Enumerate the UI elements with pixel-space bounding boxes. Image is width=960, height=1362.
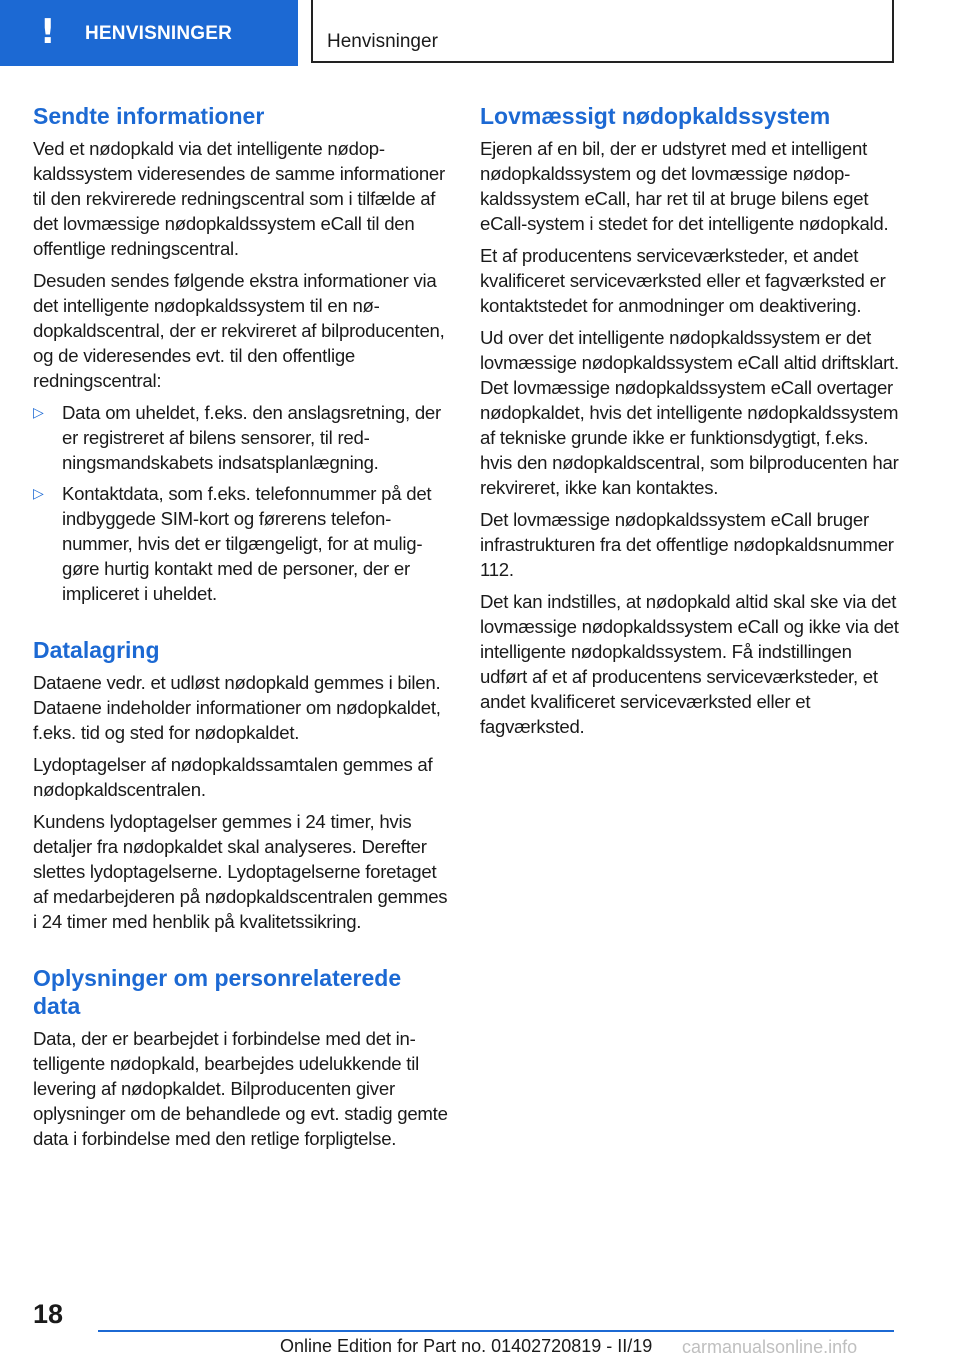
heading-lovmaessigt-noedopkaldssystem: Lovmæssigt nødopkaldssystem (480, 103, 831, 129)
paragraph: Kundens lydoptagelser gemmes i 24 timer, hvis detaljer fra nødopkaldet skal analyseres. Derefter slettes lydoptagelserne. Lydoptagelserne foretaget af medarbejderen på nødopkaldscentralen gemmes i 24 timer med henblik på kvalitetssikring. (33, 811, 448, 932)
bullet-list (33, 400, 453, 606)
paragraph: Et af producentens serviceværksteder, et andet kvalificeret serviceværksted eller et fagværksted er kontaktstedet for anmodninger om deaktivering. (480, 245, 886, 316)
chapter-label: HENVISNINGER (85, 23, 233, 44)
page-number: 18 (33, 1299, 64, 1329)
paragraph: Det lovmæssige nødopkaldssystem eCall bruger infrastrukturen fra det offentlige nødopkaldsnummer 112. (480, 509, 894, 580)
paragraph: Ud over det intelligente nødopkaldssystem er det lovmæssige nødopkaldssystem eCall altid driftsklart. Det lovmæssige nødopkaldssystem eCall overtager nødopkaldet, hvis det intelligente nødopkaldssystem af tekniske grunde ikke er funktionsdygtigt, f.eks. hvis den nødopkaldscentral, som bilproducenten har rekvireret, ikke kan kontaktes. (480, 327, 899, 498)
triangle-right-icon: ▷ (33, 486, 44, 502)
header-chapter-tab (0, 0, 298, 66)
paragraph: Ejeren af en bil, der er udstyret med et intelligent nødopkaldssystem og det lovmæssige nødopkaldssystem eCall, har ret til at bruge bilens eget eCall-system i stedet for det intelligente nødopkald. (480, 138, 889, 234)
heading-personrelaterede-data: Oplysninger om personrelaterede data (33, 965, 402, 1019)
edition-text: Online Edition for Part no. 01402720819 - II/19 (280, 1336, 653, 1356)
paragraph: Data, der er bearbejdet i forbindelse med det intelligente nødopkald, bearbejdes udelukkende til levering af nødopkaldet. Bilproducenten giver oplysninger om de behandlede og evt. stadig gemte data i forbindelse med den retlige forpligtelse. (33, 1028, 448, 1149)
section-label: Henvisninger (327, 31, 438, 52)
paragraph: Lydoptagelser af nødopkaldssamtalen gemmes af nødopkaldscentralen. (33, 754, 433, 800)
list-item-text: Data om uheldet, f.eks. den anslagsretning, der er registreret af bilens sensorer, til redningsmandskabets indsatsplanlægning. (62, 402, 441, 473)
paragraph: Dataene vedr. et udløst nødopkald gemmes i bilen. Dataene indeholder informationer om nødopkaldet, f.eks. tid og sted for nødopkaldet. (33, 672, 441, 743)
list-item-text: Kontaktdata, som f.eks. telefonnummer på det indbyggede SIM-kort og førerens telefonnummer, hvis det er tilgængeligt, for at muliggøre hurtig kontakt med de personer, der er impliceret i uheldet. (62, 483, 432, 604)
left-column (33, 102, 453, 1158)
list-item (33, 481, 453, 606)
heading-datalagring: Datalagring (33, 637, 160, 663)
watermark-text: carmanualsonline.info (682, 1337, 858, 1357)
right-column (480, 102, 900, 746)
paragraph: Desuden sendes følgende ekstra informationer via det intelligente nødopkaldssystem til en nødopkaldscentral, der er rekvireret af bilproducenten, og de videresendes evt. til den offentlige redningscentral: (33, 270, 445, 391)
triangle-right-icon: ▷ (33, 405, 44, 421)
paragraph: Det kan indstilles, at nødopkald altid skal ske via det lovmæssige nødopkaldssystem eCall og ikke via det intelligente nødopkaldssystem. Få indstillingen udført af et af producentens serviceværksteder, et andet kvalificeret serviceværksted eller et fagværksted. (480, 591, 899, 737)
exclamation-icon: ! (40, 12, 56, 52)
footer-divider (98, 1330, 894, 1332)
header-section-box (311, 0, 894, 63)
heading-sendte-informationer: Sendte informationer (33, 103, 265, 129)
paragraph: Ved et nødopkald via det intelligente nødopkaldssystem videresendes de samme informationer til den rekvirerede redningscentral som i tilfælde af det lovmæssige nødopkaldssystem eCall til den offentlige redningscentral. (33, 138, 445, 259)
list-item (33, 400, 453, 475)
